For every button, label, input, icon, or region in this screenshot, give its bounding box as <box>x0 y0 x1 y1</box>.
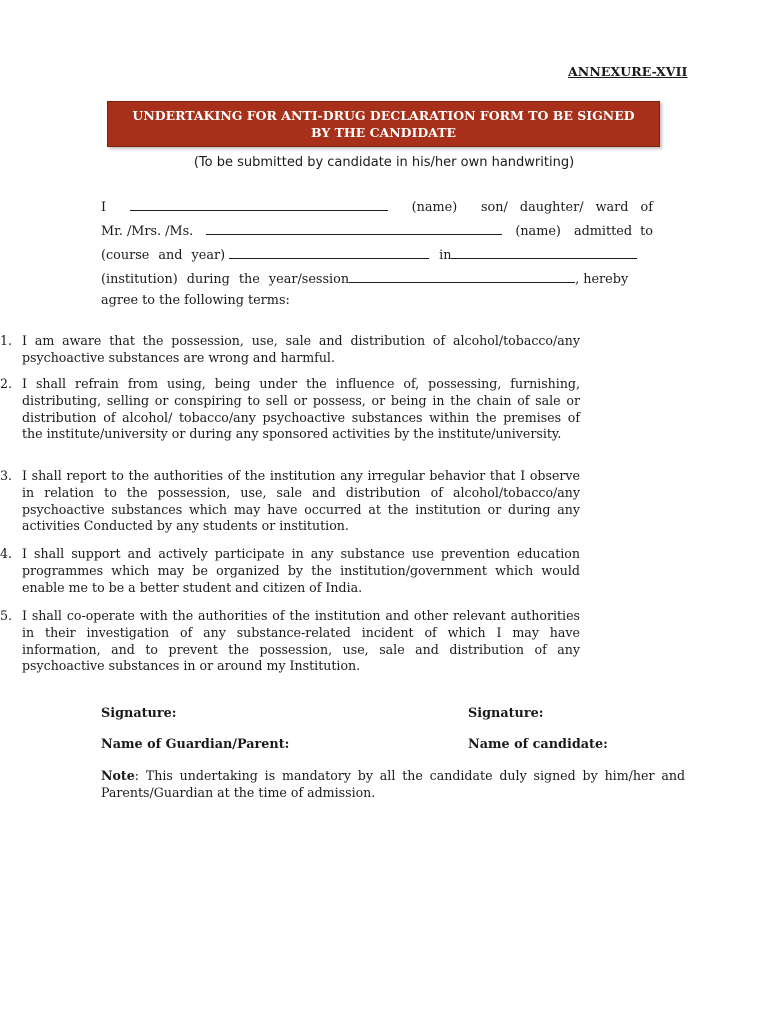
term-number: 4. <box>0 546 13 561</box>
declaration-i: I <box>101 200 107 215</box>
term-item-1 <box>0 333 580 367</box>
term-text: I shall support and actively participate in any substance use prevention education programmes which may be organized by the institution/government which would enable me to be a better student and citizen of India. <box>22 546 580 595</box>
name-blank[interactable] <box>130 198 388 211</box>
term-item-4 <box>0 546 580 596</box>
term-text: I shall co-operate with the authorities of the institution and other relevant authorities in their investigation of any substance-related incident of which I may have information, and to prevent the possession, use, sale and distribution of any psychoactive substances in or around my Institution. <box>22 608 580 674</box>
declaration-line-5 <box>101 293 653 309</box>
declaration-line-3 <box>101 246 653 264</box>
guardian-signature-label: Signature: <box>101 706 177 721</box>
term-text: I shall report to the authorities of the institution any irregular behavior that I observe in relation to the possession, use, sale and distribution of alcohol/tobacco/any psychoactive substances which may have occurred at the institution or during any activities Conducted by any students or institution. <box>22 468 580 534</box>
candidate-signature-label: Signature: <box>468 706 544 721</box>
term-number: 1. <box>0 333 13 348</box>
form-subtitle: (To be submitted by candidate in his/her own handwriting) <box>193 155 575 170</box>
note-text: : This undertaking is mandatory by all the candidate duly signed by him/her and Parents/Guardian at the time of admission. <box>101 768 685 800</box>
term-item-5 <box>0 608 580 675</box>
session-label: (institution) during the year/session <box>101 272 350 287</box>
term-number: 3. <box>0 468 13 483</box>
name-label: (name) <box>411 200 458 215</box>
parent-name-blank[interactable] <box>206 222 502 235</box>
admitted-label: admitted to <box>573 224 653 239</box>
course-year-blank[interactable] <box>229 246 429 259</box>
declaration-line-1 <box>101 198 653 216</box>
form-title: UNDERTAKING FOR ANTI-DRUG DECLARATION FORM TO BE SIGNED BY THE CANDIDATE <box>132 108 635 140</box>
agree-label: agree to the following terms: <box>101 293 290 308</box>
admission-note <box>101 768 685 801</box>
term-text: I am aware that the possession, use, sale and distribution of alcohol/tobacco/any psychoactive substances are wrong and harmful. <box>22 333 580 365</box>
term-number: 2. <box>0 376 13 391</box>
hereby-label: , hereby <box>575 272 629 287</box>
term-text: I shall refrain from using, being under the influence of, possessing, furnishing, distributing, selling or conspiring to sell or possess, or being in the chain of sale or distribution of alcohol/ tobacco/any psychoactive substances within the premises of the institute/university or during any sponsored activities by the institute/university. <box>22 376 580 442</box>
course-year-label: (course and year) <box>101 248 226 263</box>
term-item-3 <box>0 468 580 535</box>
in-label: in <box>439 248 452 263</box>
guardian-name-label: Name of Guardian/Parent: <box>101 737 290 752</box>
annexure-label: ANNEXURE-XVII <box>568 64 688 79</box>
declaration-line-2 <box>101 222 653 240</box>
declaration-line-4 <box>101 270 653 288</box>
honorific-label: Mr. /Mrs. /Ms. <box>101 224 194 239</box>
institution-blank[interactable] <box>451 246 637 259</box>
term-number: 5. <box>0 608 13 623</box>
term-item-2 <box>0 376 580 443</box>
note-label: Note <box>101 768 135 783</box>
candidate-name-label: Name of candidate: <box>468 737 608 752</box>
session-blank[interactable] <box>349 270 575 283</box>
name-label-2: (name) <box>515 224 561 239</box>
form-title-banner <box>107 101 660 147</box>
relation-label: son/ daughter/ ward of <box>480 200 653 215</box>
